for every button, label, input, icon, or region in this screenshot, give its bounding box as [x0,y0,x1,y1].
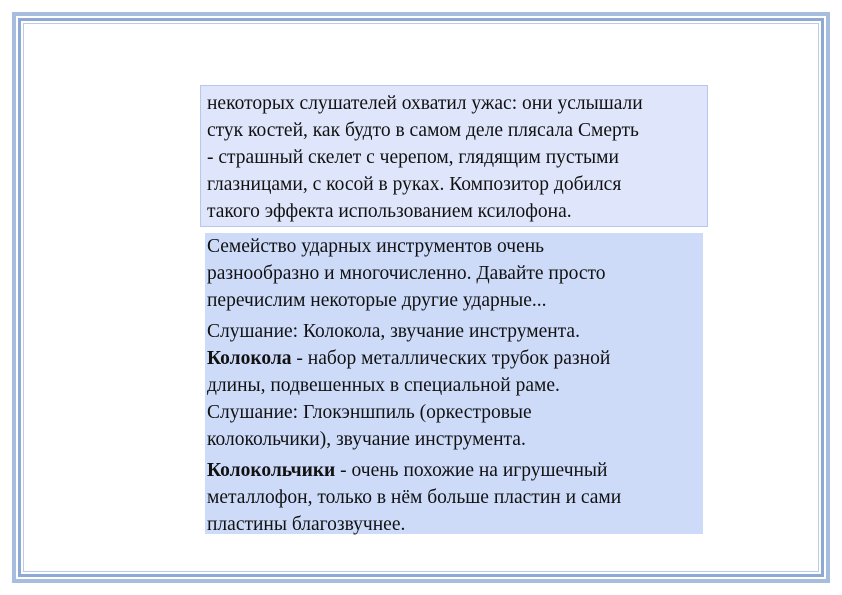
glockenspiel-definition-line-1 [207,457,701,484]
top-text-box [200,85,708,227]
glockenspiel-paragraph [207,457,701,538]
glockenspiel-definition-line-2: металлофон, только в нём больше пластин и сами [207,487,622,508]
glockenspiel-term: Колокольчики [207,460,336,481]
intro-paragraph [207,233,701,314]
bells-term: Колокола [207,348,292,369]
top-text-line-1: некоторых слушателей охватил ужас: они услышали [207,93,643,114]
intro-line-3: перечислим некоторые другие ударные... [207,290,547,311]
top-text-line-2: стук костей, как будто в самом деле плясала Смерть [207,120,639,141]
top-text-line-4: глазницами, с косой в руках. Композитор добился [207,174,622,195]
listening-glockenspiel-line-1: Слушание: Глокэншпиль (оркестровые [207,402,532,423]
bottom-text-box [205,233,703,534]
bells-definition-text: - набор металлических трубок разной [291,348,611,369]
intro-line-2: разнообразно и многочисленно. Давайте просто [207,263,606,284]
glockenspiel-definition-text: - очень похожие на игрушечный [335,460,608,481]
intro-line-1: Семейство ударных инструментов очень [207,236,545,257]
top-text-line-5: такого эффекта использованием ксилофона. [207,201,572,222]
glockenspiel-definition-line-3: пластины благозвучнее. [207,514,406,535]
bells-paragraph [207,318,701,453]
listening-glockenspiel-line-2: колокольчики), звучание инструмента. [207,429,526,450]
listening-bells-line: Слушание: Колокола, звучание инструмента. [207,321,580,342]
bells-definition-line-2: длины, подвешенных в специальной раме. [207,375,560,396]
top-text-line-3: - страшный скелет с черепом, глядящим пустыми [207,147,619,168]
bells-definition-line-1 [207,345,701,372]
